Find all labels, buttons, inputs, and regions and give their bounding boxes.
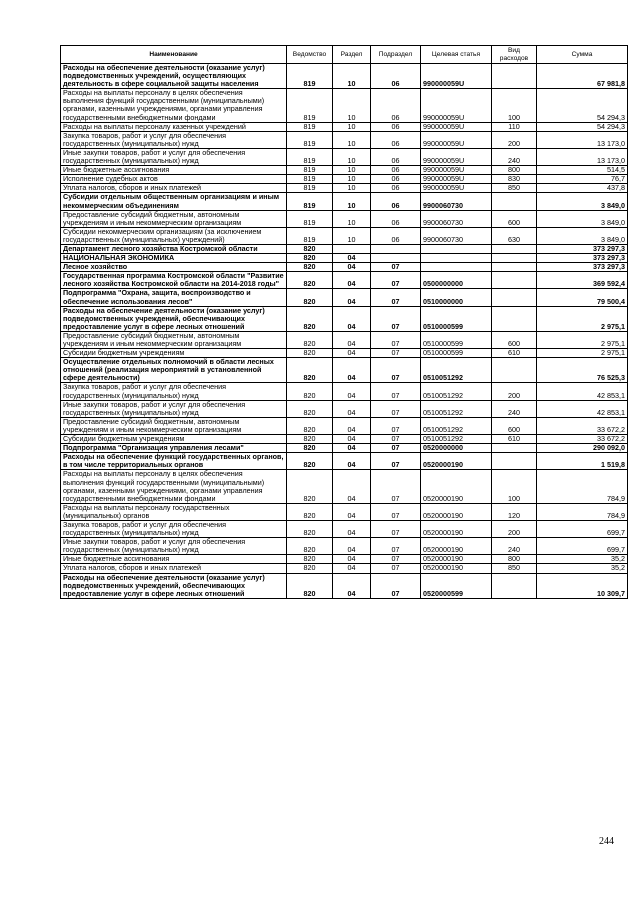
cell-name: Иные бюджетные ассигнования <box>61 555 287 564</box>
cell-expense-type <box>492 272 537 289</box>
cell-razdel: 04 <box>333 573 371 598</box>
cell-razdel: 04 <box>333 470 371 503</box>
header-name: Наименование <box>61 46 287 64</box>
cell-podrazdel: 06 <box>371 166 421 175</box>
cell-target-article: 0510000599 <box>421 306 492 331</box>
cell-name: Государственная программа Костромской области "Развитие лесного хозяйства Костромской области на 2014-2018 годы" <box>61 272 287 289</box>
cell-expense-type <box>492 453 537 470</box>
table-row <box>61 122 628 131</box>
cell-target-article: 990000059U <box>421 89 492 122</box>
table-row <box>61 210 628 227</box>
table-row <box>61 400 628 417</box>
cell-target-article: 0510000000 <box>421 289 492 306</box>
cell-expense-type: 240 <box>492 538 537 555</box>
header-expense-type: Вид расходов <box>492 46 537 64</box>
cell-razdel: 04 <box>333 263 371 272</box>
cell-amount: 1 519,8 <box>537 453 628 470</box>
cell-name: Департамент лесного хозяйства Костромской области <box>61 244 287 253</box>
cell-name: Субсидии отдельным общественным организациям и иным некоммерческим объединениям <box>61 193 287 210</box>
cell-target-article: 990000059U <box>421 175 492 184</box>
cell-target-article: 0520000000 <box>421 444 492 453</box>
cell-expense-type <box>492 358 537 383</box>
cell-expense-type: 200 <box>492 520 537 537</box>
cell-podrazdel: 07 <box>371 435 421 444</box>
cell-podrazdel: 07 <box>371 400 421 417</box>
cell-amount: 76,7 <box>537 175 628 184</box>
cell-expense-type: 830 <box>492 175 537 184</box>
cell-razdel: 04 <box>333 453 371 470</box>
cell-target-article: 0520000190 <box>421 453 492 470</box>
cell-amount: 2 975,1 <box>537 306 628 331</box>
cell-expense-type: 800 <box>492 166 537 175</box>
table-row <box>61 131 628 148</box>
cell-podrazdel: 06 <box>371 89 421 122</box>
cell-podrazdel: 06 <box>371 175 421 184</box>
cell-podrazdel: 07 <box>371 272 421 289</box>
cell-amount: 3 849,0 <box>537 227 628 244</box>
table-row <box>61 573 628 598</box>
table-row <box>61 417 628 434</box>
cell-name: Расходы на выплаты персоналу в целях обеспечения выполнения функций государственными (муниципальными) органами, казенными учреждениями, органами управления государственными внебюджетными фондами <box>61 89 287 122</box>
cell-razdel: 04 <box>333 400 371 417</box>
cell-razdel: 10 <box>333 131 371 148</box>
cell-podrazdel: 07 <box>371 263 421 272</box>
cell-podrazdel: 06 <box>371 193 421 210</box>
cell-target-article: 0510051292 <box>421 435 492 444</box>
cell-podrazdel: 06 <box>371 148 421 165</box>
table-row <box>61 89 628 122</box>
table-row <box>61 331 628 348</box>
table-row <box>61 503 628 520</box>
cell-target-article: 0520000190 <box>421 520 492 537</box>
cell-amount: 33 672,2 <box>537 417 628 434</box>
cell-name: Закупка товаров, работ и услуг для обеспечения государственных (муниципальных) нужд <box>61 383 287 400</box>
cell-target-article: 990000059U <box>421 131 492 148</box>
table-row <box>61 564 628 573</box>
cell-name: Субсидии бюджетным учреждениям <box>61 349 287 358</box>
header-amount: Сумма <box>537 46 628 64</box>
cell-razdel: 10 <box>333 210 371 227</box>
cell-expense-type: 610 <box>492 349 537 358</box>
table-row <box>61 520 628 537</box>
cell-target-article: 990000059U <box>421 64 492 89</box>
cell-vedomstvo: 820 <box>287 453 333 470</box>
cell-razdel: 10 <box>333 89 371 122</box>
cell-razdel: 10 <box>333 227 371 244</box>
cell-podrazdel: 07 <box>371 383 421 400</box>
cell-target-article: 0520000190 <box>421 503 492 520</box>
cell-expense-type: 240 <box>492 148 537 165</box>
cell-expense-type <box>492 444 537 453</box>
cell-amount: 699,7 <box>537 538 628 555</box>
cell-razdel: 10 <box>333 193 371 210</box>
cell-razdel: 04 <box>333 358 371 383</box>
cell-name: Уплата налогов, сборов и иных платежей <box>61 184 287 193</box>
cell-target-article: 990000059U <box>421 184 492 193</box>
cell-expense-type <box>492 263 537 272</box>
cell-podrazdel: 07 <box>371 453 421 470</box>
cell-podrazdel: 07 <box>371 358 421 383</box>
cell-vedomstvo: 820 <box>287 435 333 444</box>
table-body <box>61 64 628 599</box>
cell-name: Закупка товаров, работ и услуг для обеспечения государственных (муниципальных) нужд <box>61 131 287 148</box>
cell-target-article: 0520000599 <box>421 573 492 598</box>
cell-amount: 10 309,7 <box>537 573 628 598</box>
cell-vedomstvo: 820 <box>287 383 333 400</box>
cell-name: Закупка товаров, работ и услуг для обеспечения государственных (муниципальных) нужд <box>61 520 287 537</box>
cell-expense-type: 600 <box>492 417 537 434</box>
cell-target-article: 0510000599 <box>421 331 492 348</box>
cell-amount: 42 853,1 <box>537 400 628 417</box>
cell-vedomstvo: 820 <box>287 573 333 598</box>
cell-name: Субсидии бюджетным учреждениям <box>61 435 287 444</box>
cell-expense-type: 850 <box>492 184 537 193</box>
cell-amount: 35,2 <box>537 555 628 564</box>
cell-target-article: 990000059U <box>421 122 492 131</box>
cell-target-article: 0520000190 <box>421 555 492 564</box>
cell-podrazdel: 07 <box>371 520 421 537</box>
cell-vedomstvo: 820 <box>287 538 333 555</box>
cell-amount: 54 294,3 <box>537 122 628 131</box>
cell-razdel: 04 <box>333 417 371 434</box>
cell-podrazdel: 07 <box>371 503 421 520</box>
cell-podrazdel: 06 <box>371 122 421 131</box>
cell-vedomstvo: 819 <box>287 184 333 193</box>
cell-name: Исполнение судебных актов <box>61 175 287 184</box>
cell-amount: 13 173,0 <box>537 131 628 148</box>
cell-podrazdel: 06 <box>371 227 421 244</box>
header-vedomstvo: Ведомство <box>287 46 333 64</box>
cell-vedomstvo: 820 <box>287 331 333 348</box>
cell-razdel: 10 <box>333 122 371 131</box>
cell-expense-type: 120 <box>492 503 537 520</box>
cell-podrazdel: 06 <box>371 131 421 148</box>
cell-amount: 67 981,8 <box>537 64 628 89</box>
cell-vedomstvo: 819 <box>287 64 333 89</box>
cell-expense-type <box>492 193 537 210</box>
cell-target-article: 0510051292 <box>421 400 492 417</box>
cell-expense-type: 600 <box>492 331 537 348</box>
cell-amount: 784,9 <box>537 503 628 520</box>
cell-razdel: 04 <box>333 538 371 555</box>
table-row <box>61 383 628 400</box>
cell-target-article: 9900060730 <box>421 227 492 244</box>
table-row <box>61 306 628 331</box>
cell-vedomstvo: 820 <box>287 444 333 453</box>
cell-podrazdel: 07 <box>371 470 421 503</box>
cell-vedomstvo: 819 <box>287 175 333 184</box>
cell-name: Расходы на обеспечение деятельности (оказание услуг) подведомственных учреждений, обеспечивающих предоставление услуг в сфере лесных отношений <box>61 306 287 331</box>
cell-name: Субсидии некоммерческим организациям (за исключением государственных (муниципальных) учреждений) <box>61 227 287 244</box>
cell-vedomstvo: 820 <box>287 306 333 331</box>
cell-name: Предоставление субсидий бюджетным, автономным учреждениям и иным некоммерческим организациям <box>61 331 287 348</box>
cell-vedomstvo: 819 <box>287 210 333 227</box>
cell-amount: 369 592,4 <box>537 272 628 289</box>
cell-expense-type: 600 <box>492 210 537 227</box>
cell-expense-type: 850 <box>492 564 537 573</box>
cell-razdel: 10 <box>333 184 371 193</box>
cell-target-article <box>421 254 492 263</box>
cell-name: Осуществление отдельных полномочий в области лесных отношений (реализация мероприятий в установленной сфере деятельности) <box>61 358 287 383</box>
cell-name: Подпрограмма "Охрана, защита, воспроизводство и обеспечение использования лесов" <box>61 289 287 306</box>
cell-target-article: 9900060730 <box>421 210 492 227</box>
cell-vedomstvo: 820 <box>287 564 333 573</box>
cell-podrazdel: 06 <box>371 210 421 227</box>
table-header-row <box>61 46 628 64</box>
cell-podrazdel: 07 <box>371 349 421 358</box>
cell-target-article: 0520000190 <box>421 538 492 555</box>
cell-target-article: 0510051292 <box>421 417 492 434</box>
cell-podrazdel: 07 <box>371 555 421 564</box>
cell-razdel: 10 <box>333 175 371 184</box>
cell-expense-type <box>492 254 537 263</box>
cell-name: Расходы на выплаты персоналу государственных (муниципальных) органов <box>61 503 287 520</box>
cell-amount: 76 525,3 <box>537 358 628 383</box>
header-target-article: Целевая статья <box>421 46 492 64</box>
cell-podrazdel: 07 <box>371 289 421 306</box>
cell-razdel: 04 <box>333 254 371 263</box>
cell-amount: 33 672,2 <box>537 435 628 444</box>
cell-vedomstvo: 820 <box>287 555 333 564</box>
cell-name: Подпрограмма "Организация управления лесами" <box>61 444 287 453</box>
cell-podrazdel <box>371 244 421 253</box>
cell-amount: 437,8 <box>537 184 628 193</box>
cell-amount: 784,9 <box>537 470 628 503</box>
cell-vedomstvo: 820 <box>287 358 333 383</box>
cell-amount: 42 853,1 <box>537 383 628 400</box>
cell-amount: 373 297,3 <box>537 244 628 253</box>
cell-expense-type: 110 <box>492 122 537 131</box>
cell-amount: 3 849,0 <box>537 210 628 227</box>
table-row <box>61 470 628 503</box>
cell-expense-type: 200 <box>492 383 537 400</box>
cell-vedomstvo: 820 <box>287 263 333 272</box>
cell-expense-type <box>492 244 537 253</box>
cell-expense-type <box>492 64 537 89</box>
cell-razdel: 10 <box>333 64 371 89</box>
cell-vedomstvo: 819 <box>287 227 333 244</box>
cell-vedomstvo: 819 <box>287 148 333 165</box>
cell-target-article: 0500000000 <box>421 272 492 289</box>
cell-vedomstvo: 819 <box>287 89 333 122</box>
cell-podrazdel: 06 <box>371 184 421 193</box>
cell-vedomstvo: 819 <box>287 193 333 210</box>
table-row <box>61 193 628 210</box>
cell-amount: 79 500,4 <box>537 289 628 306</box>
cell-vedomstvo: 820 <box>287 520 333 537</box>
cell-podrazdel: 07 <box>371 417 421 434</box>
cell-amount: 373 297,3 <box>537 263 628 272</box>
cell-vedomstvo: 820 <box>287 503 333 520</box>
cell-razdel: 10 <box>333 148 371 165</box>
cell-name: Иные закупки товаров, работ и услуг для обеспечения государственных (муниципальных) нужд <box>61 148 287 165</box>
cell-amount: 373 297,3 <box>537 254 628 263</box>
cell-amount: 13 173,0 <box>537 148 628 165</box>
cell-razdel: 04 <box>333 306 371 331</box>
cell-amount: 2 975,1 <box>537 349 628 358</box>
cell-target-article: 0520000190 <box>421 564 492 573</box>
table-row <box>61 272 628 289</box>
table-row <box>61 148 628 165</box>
cell-podrazdel: 07 <box>371 444 421 453</box>
cell-vedomstvo: 820 <box>287 289 333 306</box>
table-row <box>61 254 628 263</box>
cell-expense-type: 200 <box>492 131 537 148</box>
cell-expense-type <box>492 573 537 598</box>
cell-expense-type: 610 <box>492 435 537 444</box>
cell-amount: 514,5 <box>537 166 628 175</box>
cell-razdel: 10 <box>333 166 371 175</box>
cell-razdel: 04 <box>333 383 371 400</box>
cell-name: Расходы на выплаты персоналу в целях обеспечения выполнения функций государственными (муниципальными) органами, казенными учреждениями, органами управления государственными внебюджетными фондами <box>61 470 287 503</box>
page-number: 244 <box>599 836 614 847</box>
cell-expense-type: 240 <box>492 400 537 417</box>
cell-razdel: 04 <box>333 555 371 564</box>
cell-amount: 35,2 <box>537 564 628 573</box>
budget-table <box>60 45 628 599</box>
cell-target-article: 0510000599 <box>421 349 492 358</box>
cell-target-article: 9900060730 <box>421 193 492 210</box>
cell-vedomstvo: 820 <box>287 349 333 358</box>
cell-vedomstvo: 820 <box>287 254 333 263</box>
cell-razdel: 04 <box>333 272 371 289</box>
cell-vedomstvo: 819 <box>287 131 333 148</box>
cell-expense-type: 630 <box>492 227 537 244</box>
cell-expense-type <box>492 289 537 306</box>
cell-target-article: 990000059U <box>421 166 492 175</box>
cell-razdel: 04 <box>333 349 371 358</box>
cell-vedomstvo: 819 <box>287 122 333 131</box>
cell-target-article: 0510051292 <box>421 358 492 383</box>
cell-razdel: 04 <box>333 331 371 348</box>
cell-podrazdel: 07 <box>371 573 421 598</box>
cell-razdel: 04 <box>333 435 371 444</box>
cell-amount: 290 092,0 <box>537 444 628 453</box>
cell-name: Расходы на выплаты персоналу казенных учреждений <box>61 122 287 131</box>
cell-name: НАЦИОНАЛЬНАЯ ЭКОНОМИКА <box>61 254 287 263</box>
table-row <box>61 358 628 383</box>
table-row <box>61 289 628 306</box>
cell-name: Иные закупки товаров, работ и услуг для обеспечения государственных (муниципальных) нужд <box>61 400 287 417</box>
cell-amount: 54 294,3 <box>537 89 628 122</box>
cell-razdel: 04 <box>333 289 371 306</box>
cell-expense-type: 100 <box>492 89 537 122</box>
cell-razdel: 04 <box>333 503 371 520</box>
cell-name: Предоставление субсидий бюджетным, автономным учреждениям и иным некоммерческим организациям <box>61 210 287 227</box>
header-razdel: Раздел <box>333 46 371 64</box>
cell-target-article: 0520000190 <box>421 470 492 503</box>
cell-expense-type: 100 <box>492 470 537 503</box>
cell-name: Расходы на обеспечение деятельности (оказание услуг) подведомственных учреждений, осуществляющих деятельность в сфере социальной защиты населения <box>61 64 287 89</box>
cell-expense-type <box>492 306 537 331</box>
cell-razdel: 04 <box>333 520 371 537</box>
cell-target-article <box>421 263 492 272</box>
cell-razdel: 04 <box>333 444 371 453</box>
cell-name: Предоставление субсидий бюджетным, автономным учреждениям и иным некоммерческим организациям <box>61 417 287 434</box>
cell-name: Расходы на обеспечение функций государственных органов, в том числе территориальных органов <box>61 453 287 470</box>
table-row <box>61 538 628 555</box>
cell-name: Иные закупки товаров, работ и услуг для обеспечения государственных (муниципальных) нужд <box>61 538 287 555</box>
cell-vedomstvo: 820 <box>287 400 333 417</box>
cell-expense-type: 800 <box>492 555 537 564</box>
cell-podrazdel: 07 <box>371 564 421 573</box>
cell-amount: 3 849,0 <box>537 193 628 210</box>
cell-name: Уплата налогов, сборов и иных платежей <box>61 564 287 573</box>
cell-vedomstvo: 820 <box>287 417 333 434</box>
cell-name: Иные бюджетные ассигнования <box>61 166 287 175</box>
table-row <box>61 227 628 244</box>
cell-name: Расходы на обеспечение деятельности (оказание услуг) подведомственных учреждений, обеспечивающих предоставление услуг в сфере лесных отношений <box>61 573 287 598</box>
header-podrazdel: Подраздел <box>371 46 421 64</box>
cell-name: Лесное хозяйство <box>61 263 287 272</box>
cell-vedomstvo: 820 <box>287 470 333 503</box>
cell-podrazdel: 07 <box>371 306 421 331</box>
cell-target-article: 0510051292 <box>421 383 492 400</box>
table-row <box>61 453 628 470</box>
cell-target-article: 990000059U <box>421 148 492 165</box>
cell-podrazdel: 07 <box>371 331 421 348</box>
cell-vedomstvo: 820 <box>287 272 333 289</box>
cell-target-article <box>421 244 492 253</box>
cell-vedomstvo: 820 <box>287 244 333 253</box>
cell-podrazdel: 06 <box>371 64 421 89</box>
cell-amount: 2 975,1 <box>537 331 628 348</box>
cell-vedomstvo: 819 <box>287 166 333 175</box>
cell-amount: 699,7 <box>537 520 628 537</box>
cell-razdel: 04 <box>333 564 371 573</box>
table-row <box>61 64 628 89</box>
cell-podrazdel: 07 <box>371 538 421 555</box>
